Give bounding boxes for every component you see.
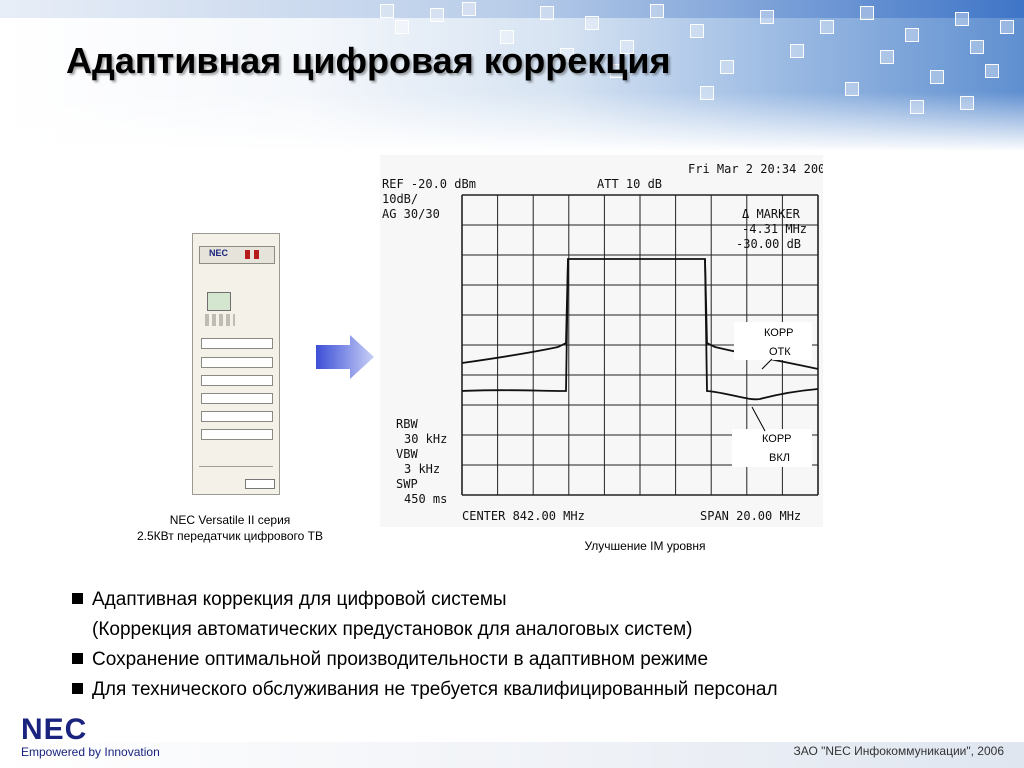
marker-level: -30.00 dB [736, 237, 802, 251]
analyzer-ref-level: REF -20.0 dBm [382, 177, 476, 191]
bullet-subitem [72, 615, 972, 645]
cabinet-module [201, 411, 273, 422]
cabinet-logo: NEC [209, 248, 229, 258]
rbw-value: 30 kHz [404, 432, 448, 446]
header-square [960, 96, 974, 110]
bullet-item [72, 645, 972, 675]
header-square [790, 44, 804, 58]
vbw-value: 3 kHz [404, 462, 441, 476]
header-square [650, 4, 664, 18]
header-square [462, 2, 476, 16]
analyzer-caption: Улучшение IM уровня [584, 539, 706, 553]
bullet-item [72, 585, 972, 615]
header-square [985, 64, 999, 78]
vbw-label: VBW [396, 447, 418, 461]
bullet-text: Адаптивная коррекция для цифровой системы [92, 589, 507, 610]
cabinet-display [207, 292, 231, 311]
header-square [430, 8, 444, 22]
header-square [380, 4, 394, 18]
annotation-off-pointer [762, 359, 772, 369]
transmitter-caption-line2: 2.5КВт передатчик цифрового ТВ [137, 529, 323, 543]
header-square [395, 20, 409, 34]
swp-label: SWP [396, 477, 418, 491]
cabinet-module [201, 375, 273, 386]
analyzer-attenuation: ATT 10 dB [597, 177, 663, 191]
header-square [880, 50, 894, 64]
spectrum-analyzer-screen [380, 155, 823, 527]
header-square [1000, 20, 1014, 34]
transmitter-caption-line1: NEC Versatile II серия [169, 513, 291, 527]
bullet-text: Сохранение оптимальной производительности в адаптивном режиме [92, 649, 709, 670]
square-bullet-icon [72, 593, 83, 604]
annotation-on-line2: ВКЛ [769, 452, 790, 464]
header-square [955, 12, 969, 26]
transmitter-cabinet-image [192, 233, 280, 495]
header-square [760, 10, 774, 24]
header-square [690, 24, 704, 38]
header-square [540, 6, 554, 20]
annotation-on-line1: КОРР [762, 433, 792, 445]
header-square [970, 40, 984, 54]
bullet-text: (Коррекция автоматических предустановок для аналоговых систем) [92, 619, 693, 640]
spectrum-plot [380, 155, 823, 527]
footer-company: ЗАО "NEC Инфокоммуникации", 2006 [793, 744, 1004, 758]
header-square [905, 28, 919, 42]
cabinet-keypad [205, 314, 235, 326]
right-arrow-icon [316, 335, 374, 379]
cabinet-indicator [254, 250, 259, 259]
bullet-item [72, 675, 972, 705]
header-square [845, 82, 859, 96]
nec-tagline: Empowered by Innovation [21, 745, 160, 759]
annotation-off-line2: ОТК [769, 346, 791, 358]
bullet-list [72, 585, 972, 705]
nec-logo: NEC [21, 713, 88, 746]
header-square [860, 6, 874, 20]
cabinet-module [201, 338, 273, 349]
header-square [585, 16, 599, 30]
annotation-off-line1: КОРР [764, 327, 794, 339]
span-setting: SPAN 20.00 MHz [700, 509, 802, 523]
cabinet-badge [245, 479, 275, 489]
cabinet-module [201, 429, 273, 440]
header-square [910, 100, 924, 114]
square-bullet-icon [72, 683, 83, 694]
cabinet-indicator [245, 250, 250, 259]
center-frequency: CENTER 842.00 MHz [462, 509, 585, 523]
marker-label: Δ MARKER [742, 207, 800, 221]
cabinet-module [201, 393, 273, 404]
analyzer-averaging: AG 30/30 [382, 207, 440, 221]
page-title: Адаптивная цифровая коррекция [66, 40, 671, 81]
header-square [930, 70, 944, 84]
header-square [720, 60, 734, 74]
swp-value: 450 ms [404, 492, 448, 506]
rbw-label: RBW [396, 417, 418, 431]
marker-frequency: -4.31 MHz [742, 222, 808, 236]
header-square [820, 20, 834, 34]
header-fade [0, 92, 1024, 152]
header-square [700, 86, 714, 100]
cabinet-module [201, 357, 273, 368]
square-bullet-icon [72, 653, 83, 664]
annotation-on-pointer [752, 407, 765, 431]
analyzer-date: Fri Mar 2 20:34 2001 [688, 162, 823, 176]
bullet-text: Для технического обслуживания не требуется квалифицированный персонал [92, 679, 778, 700]
transmitter-caption [90, 512, 370, 544]
analyzer-scale: 10dB/ [382, 192, 419, 206]
